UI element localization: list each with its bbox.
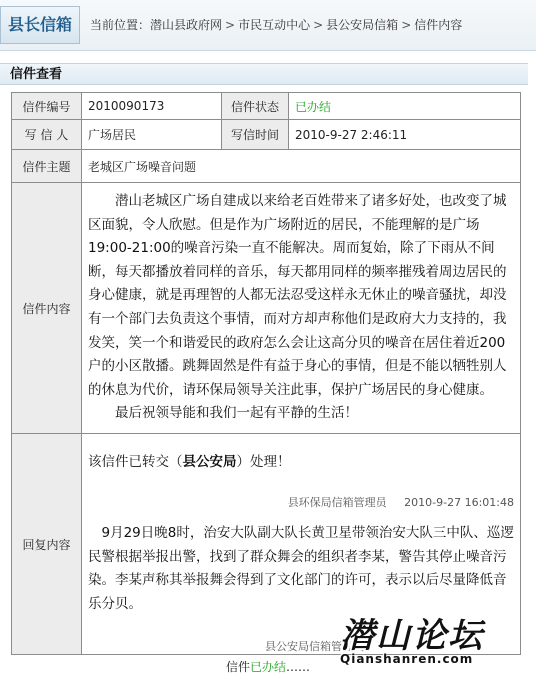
breadcrumb-prefix: 当前位置： <box>90 18 151 32</box>
watermark-logo: 潜山论坛 <box>340 616 484 656</box>
chevron-right-icon: > <box>401 18 412 32</box>
reply-body: 9月29日晚8时，治安大队副大队长黄卫星带领治安大队三中队、巡逻民警根据举报出警，找到了群众舞会的组织者李某，警告其停止噪音污染。李某声称其举报舞会得到了文化部门的许可，表示以后尽量降低音乐分贝。 <box>88 525 514 612</box>
content-label: 信件内容 <box>12 183 82 434</box>
watermark-url: Qianshanren.com <box>340 652 474 666</box>
breadcrumb-link-interaction[interactable]: 市民互动中心 <box>238 18 311 32</box>
subject-label: 信件主题 <box>12 150 82 183</box>
content-paragraph: 潜山老城区广场自建成以来给老百姓带来了诸多好处，也改变了城区面貌，令人欣慰。但是作为广场附近的居民，不能理解的是广场19:00-21:00的噪音污染一直不能解决。周而复始，除了下雨从不间断，每天都播放着同样的音乐，每天都用同样的频率摧残着周边居民的身心健康，就是再理智的人都无法忍受这样永无休止的噪音骚扰，却没有一个部门去负责这个事情，而对方却声称他们是政府大力支持的，我发笑，笑一个和谐爱民的政府怎么会让这高分贝的噪音在居住着近200户的小区散播。跳舞固然是件有益于身心的事情，但是不能以牺牲别人的休息为代价，请环保局领导关注此事，保护广场居民的身心健康。 <box>88 193 507 398</box>
status-badge: 已办结 <box>289 93 521 120</box>
sig1-time: 2010-9-27 16:01:48 <box>404 496 514 509</box>
footer-status-value: 已办结 <box>250 660 287 674</box>
letter-status-label: 信件状态 <box>222 93 289 120</box>
chevron-right-icon: > <box>225 18 236 32</box>
forward-dept: 县公安局 <box>182 454 237 470</box>
footer-prefix: 信件 <box>225 660 250 674</box>
letter-number: 2010090173 <box>82 93 222 120</box>
letter-table <box>11 92 521 655</box>
top-bar <box>0 0 536 51</box>
site-logo: 县长信箱 <box>0 6 80 44</box>
sig2-name: 县公安局信箱管理员 <box>265 640 364 654</box>
forum-watermark <box>340 608 530 674</box>
write-time-label: 写信时间 <box>222 120 289 150</box>
letter-number-label: 信件编号 <box>12 93 82 120</box>
subject-value: 老城区广场噪音问题 <box>82 150 521 183</box>
reply-label: 回复内容 <box>12 434 82 655</box>
section-title: 信件查看 <box>0 63 528 85</box>
writer-value: 广场居民 <box>82 120 222 150</box>
reply-signature-1 <box>88 494 514 510</box>
breadcrumb-link-gov[interactable]: 潜山县政府网 <box>150 18 223 32</box>
letter-content <box>82 183 521 434</box>
forward-suffix: ）处理！ <box>236 454 291 470</box>
writer-label: 写 信 人 <box>12 120 82 150</box>
forward-prefix: 该信件已转交（ <box>88 454 183 470</box>
write-time-value: 2010-9-27 2:46:11 <box>289 120 521 150</box>
sig1-name: 县环保局信箱管理员 <box>287 496 387 509</box>
content-closing: 最后祝领导能和我们一起有平静的生活！ <box>115 405 358 422</box>
footer-suffix: …… <box>286 660 311 674</box>
breadcrumb-link-police-mailbox[interactable]: 县公安局信箱 <box>326 18 399 32</box>
breadcrumb-current: 信件内容 <box>414 18 463 32</box>
chevron-right-icon: > <box>313 18 324 32</box>
forward-notice <box>88 450 514 470</box>
breadcrumb <box>90 16 462 33</box>
